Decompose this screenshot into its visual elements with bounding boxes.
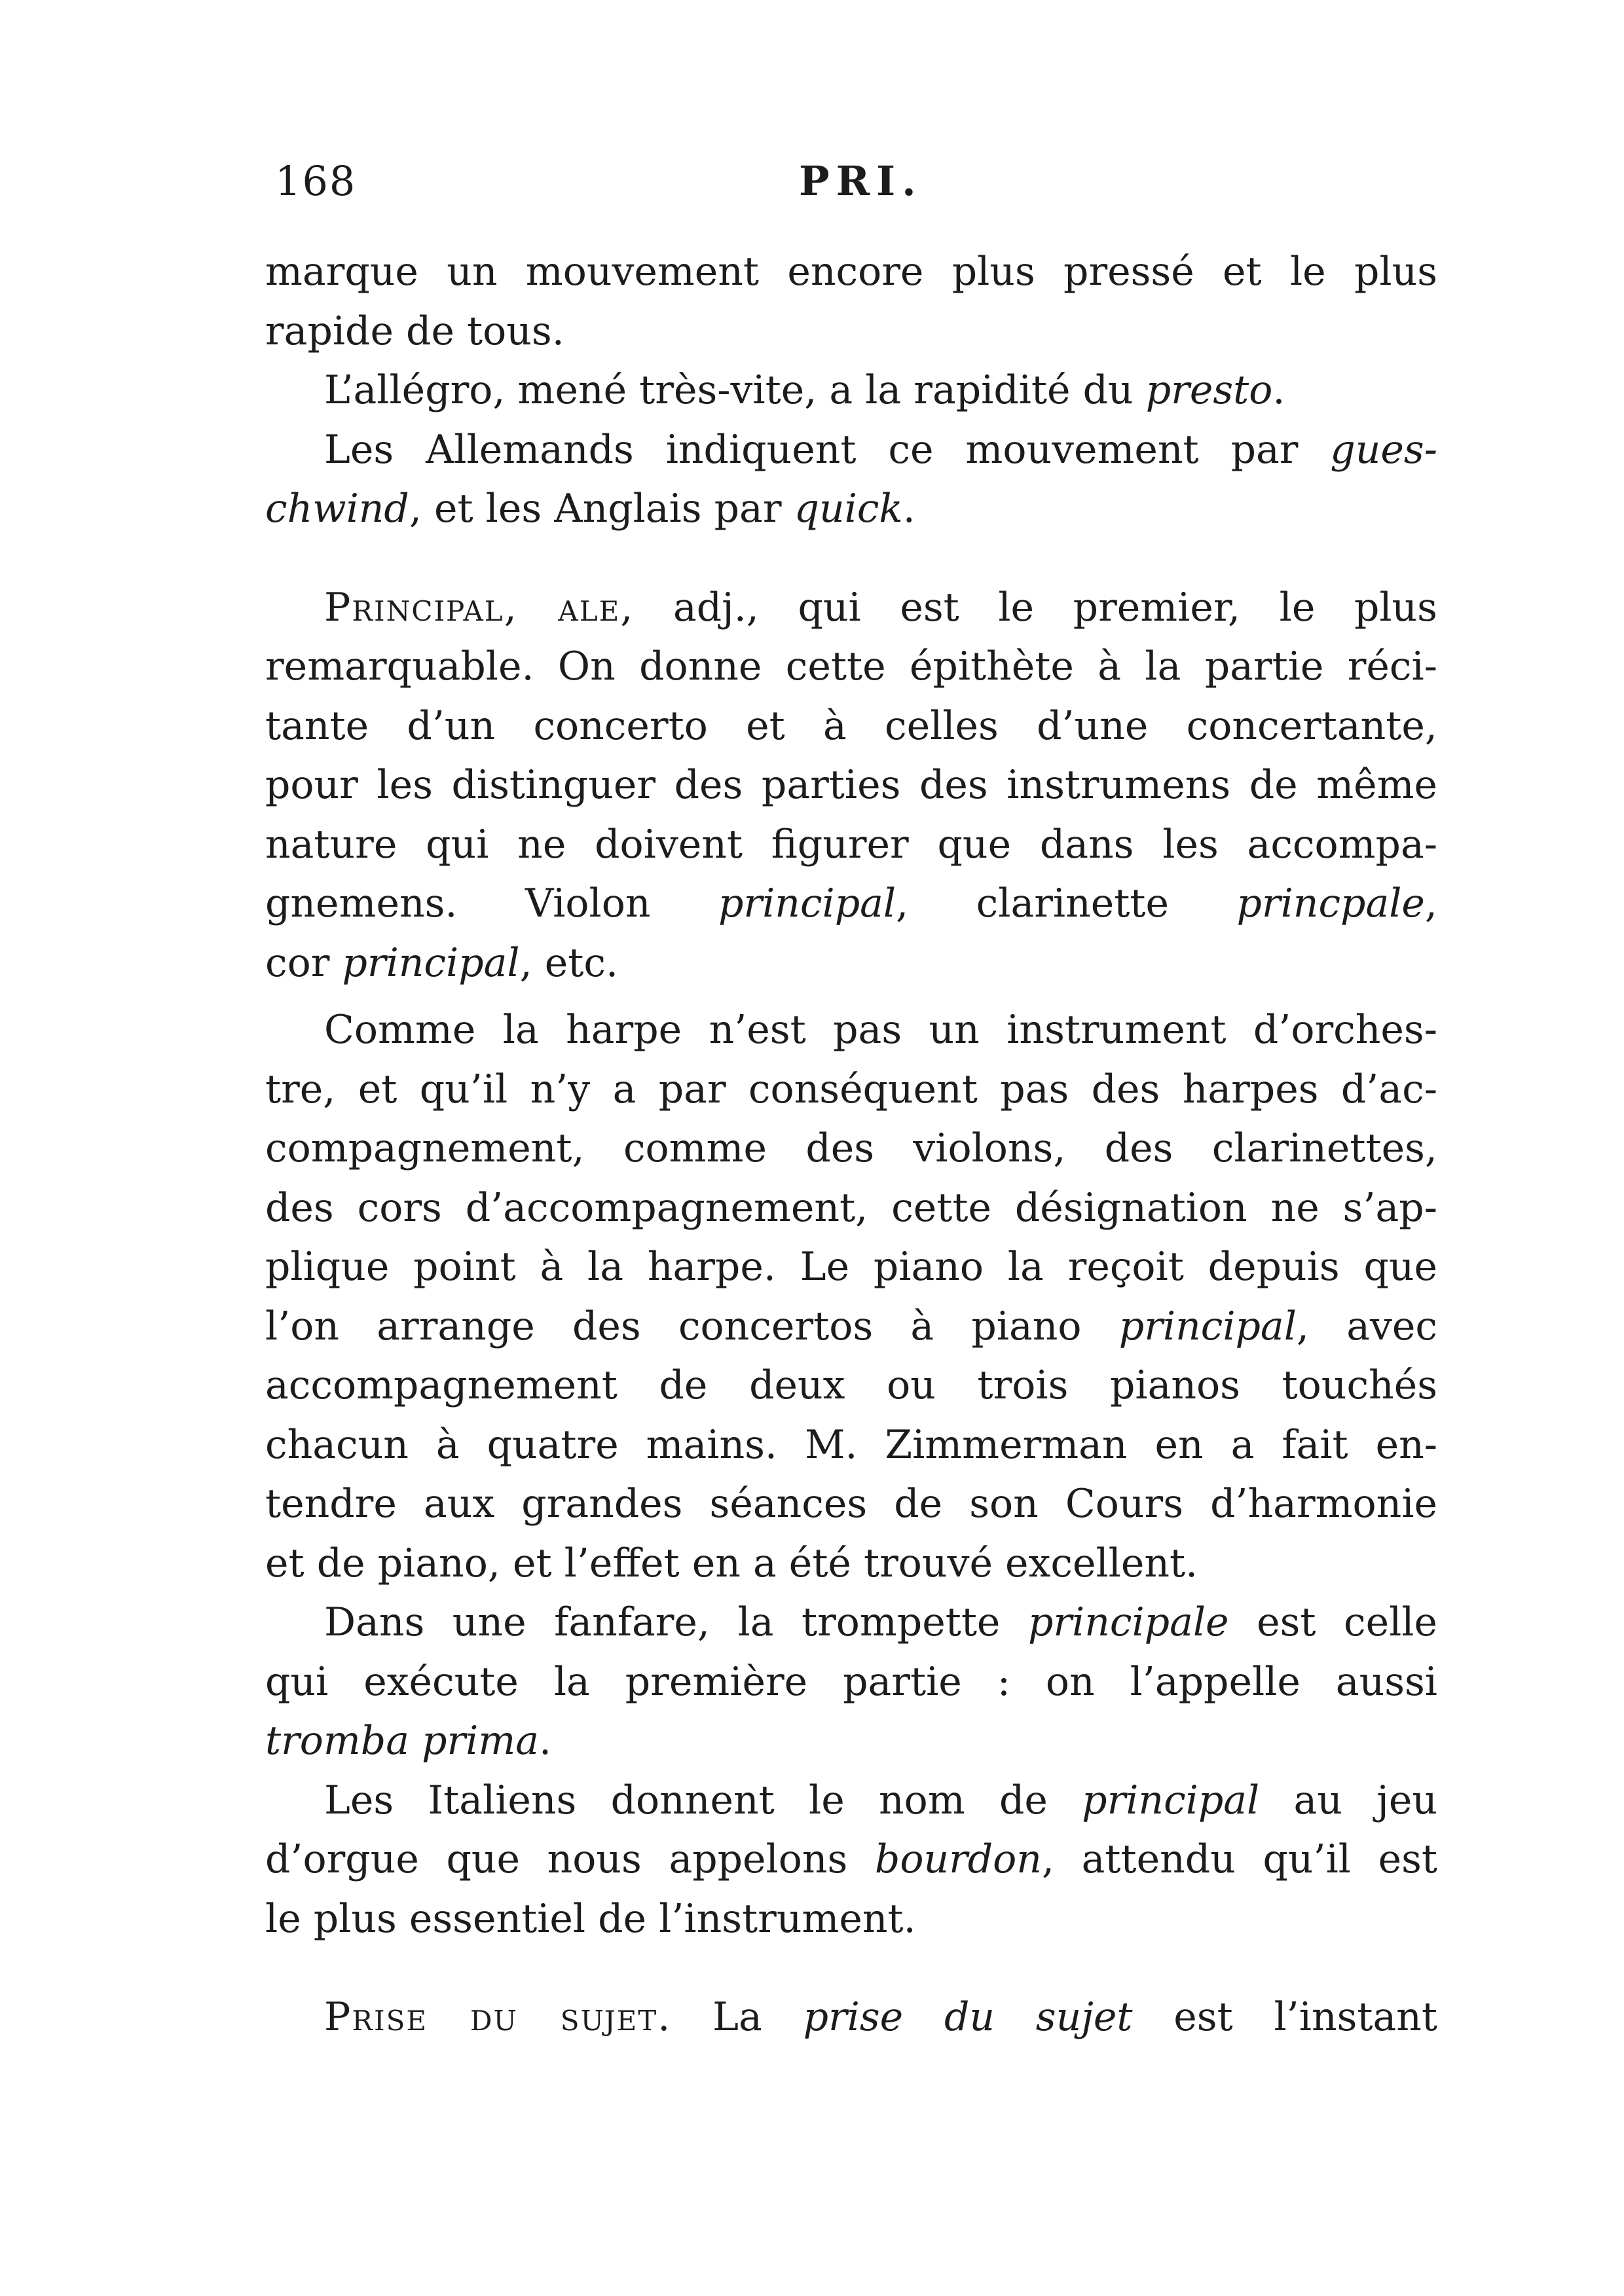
italic-term: gues- [1330, 426, 1437, 473]
text-run: , clarinette [896, 881, 1237, 926]
text-line: rapide de tous. [265, 308, 564, 354]
text-run: d’orgue que nous appelons [265, 1836, 875, 1882]
text-line: et de piano, et l’effet en a été trouvé excellent. [265, 1540, 1198, 1586]
text-line [265, 420, 1437, 480]
text-run: est celle [1228, 1599, 1437, 1645]
text-run: . [1272, 367, 1285, 413]
text-line: tendre aux grandes séances de son Cours d’harmonie [265, 1481, 1437, 1527]
text-run: est l’instant [1132, 1994, 1438, 2040]
text-line: marque un mouvement encore plus pressé et le plus [265, 249, 1437, 295]
text-line: des cors d’accompagnement, cette désignation ne s’ap- [265, 1184, 1437, 1231]
text-line: pour les distinguer des parties des instrumens de même [265, 762, 1437, 808]
italic-term: principal [1082, 1777, 1260, 1823]
italic-term: chwind [265, 486, 409, 532]
entry-headword: Principal, ale, [324, 584, 635, 630]
text-line [265, 361, 1437, 420]
text-line: tre, et qu’il n’y a par conséquent pas des harpes d’ac- [265, 1066, 1437, 1112]
text-run: . [539, 1718, 552, 1764]
italic-term: principal [342, 939, 520, 986]
entry-gap [265, 1948, 1437, 1988]
text-run: gnemens. Violon [265, 881, 719, 926]
text-line: compagnement, comme des violons, des clarinettes, [265, 1125, 1437, 1171]
text-line [265, 1711, 1437, 1771]
text-run: Dans une fanfare, la trompette [324, 1599, 1028, 1645]
italic-term: quick [794, 486, 903, 532]
entry-headword: Prise du sujet. [324, 1994, 672, 2040]
text-line [265, 934, 1437, 993]
text-run: La [671, 1994, 803, 2040]
text-line [265, 1988, 1437, 2047]
text-run: L’allégro, mené très-vite, a la rapidité du [324, 367, 1146, 413]
running-head: PRI. [799, 157, 923, 205]
page-header [275, 151, 1421, 216]
italic-term: presto [1145, 367, 1273, 413]
text-line: nature qui ne doivent figurer que dans les accompa- [265, 821, 1437, 867]
italic-term: prise du sujet [803, 1994, 1133, 2040]
text-run: Les Allemands indiquent ce mouvement par [324, 426, 1331, 473]
italic-term: tromba prima [265, 1718, 540, 1764]
text-run: l’on arrange des concertos à piano [265, 1303, 1119, 1349]
text-line [265, 1830, 1437, 1889]
text-line: chacun à quatre mains. M. Zimmerman en a fait en- [265, 1421, 1437, 1468]
italic-term: bourdon [874, 1836, 1042, 1882]
italic-term: principal [1118, 1303, 1297, 1349]
text-run: , etc. [519, 939, 619, 986]
text-line [265, 578, 1437, 638]
text-line: Comme la harpe n’est pas un instrument d’orches- [324, 1007, 1437, 1053]
paragraph-gap [265, 993, 1437, 1000]
page-number: 168 [275, 157, 357, 205]
text-run: , et les Anglais par [409, 486, 794, 532]
text-line: le plus essentiel de l’instrument. [265, 1895, 916, 1942]
text-body [265, 242, 1437, 2047]
text-run: adj., qui est le premier, le plus [634, 584, 1437, 630]
text-line: plique point à la harpe. Le piano la reçoit depuis que [265, 1244, 1437, 1290]
text-line: accompagnement de deux ou trois pianos touchés [265, 1362, 1437, 1408]
text-line [265, 479, 1437, 539]
italic-term: princpale [1236, 881, 1425, 926]
text-run: au jeu [1259, 1777, 1437, 1823]
text-run: , attendu qu’il est [1041, 1836, 1437, 1882]
text-run: , [1424, 881, 1437, 926]
text-line: remarquable. On donne cette épithète à la partie réci- [265, 644, 1437, 689]
text-line [265, 1297, 1437, 1357]
text-line: tante d’un concerto et à celles d’une concertante, [265, 702, 1437, 749]
italic-term: principale [1027, 1599, 1229, 1645]
text-line [265, 1593, 1437, 1652]
text-line: qui exécute la première partie : on l’appelle aussi [265, 1658, 1437, 1705]
text-run: , avec [1296, 1303, 1437, 1349]
italic-term: principal [718, 881, 896, 926]
entry-gap [265, 539, 1437, 578]
text-line [265, 1771, 1437, 1831]
text-run: . [902, 486, 915, 532]
text-run: Les Italiens donnent le nom de [324, 1777, 1082, 1823]
text-line [265, 874, 1437, 934]
text-run: cor [265, 939, 342, 986]
